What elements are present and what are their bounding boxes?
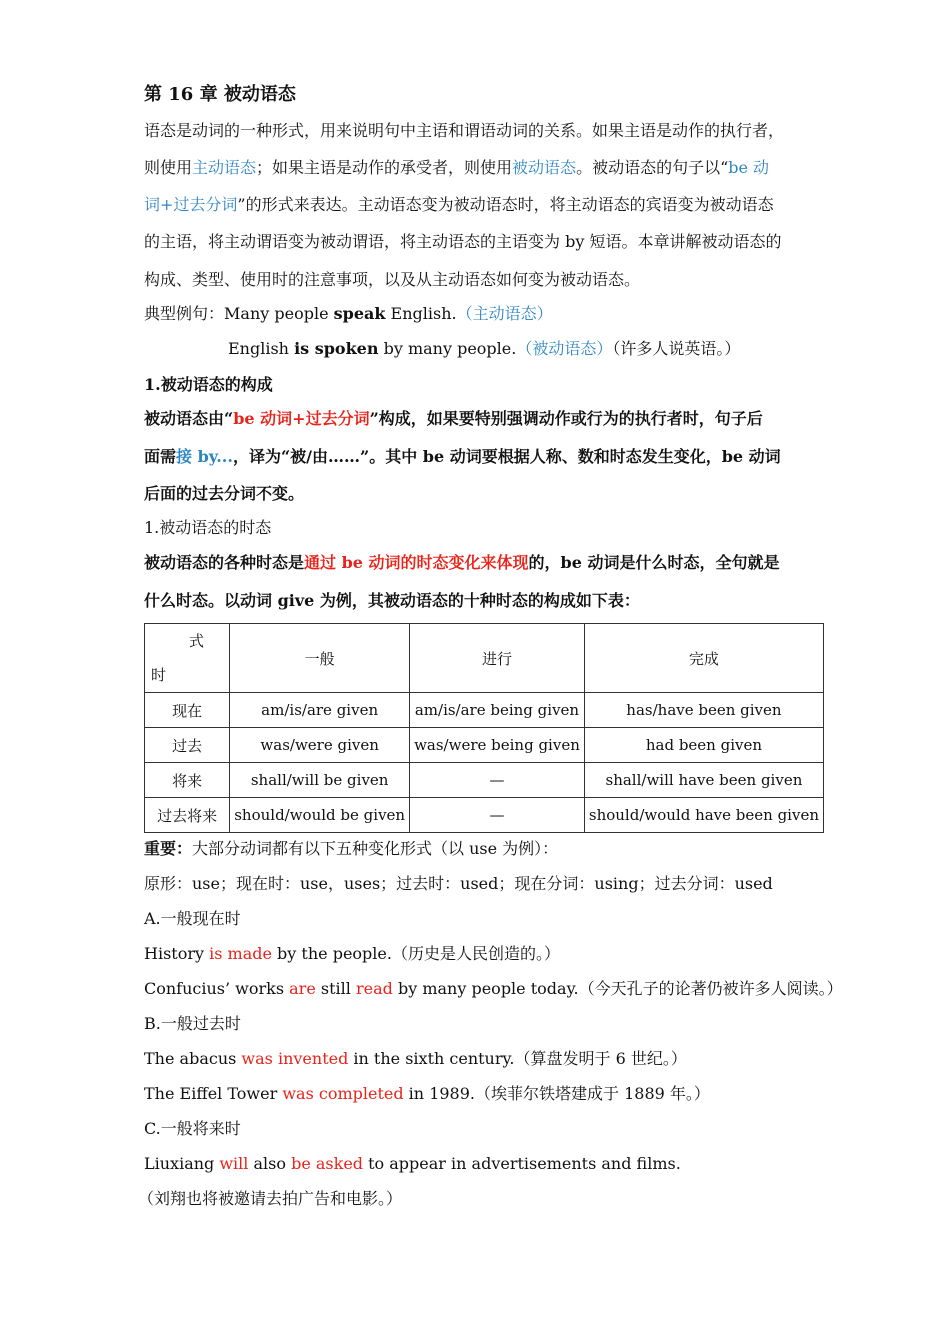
section-b-heading: B.一般过去时	[144, 1014, 241, 1033]
table-row-label: 将来	[145, 763, 230, 798]
passive-verb: read	[355, 979, 393, 998]
table-header-cell: 完成	[584, 624, 823, 693]
intro-text: 则使用	[144, 158, 193, 177]
table-cell: had been given	[584, 728, 823, 763]
chapter-title: 第 16 章 被动语态	[144, 84, 296, 105]
example-translation: （许多人说英语。）	[612, 339, 741, 358]
passive-verb: is made	[209, 944, 272, 963]
example-tag: （主动语态）	[456, 304, 553, 323]
table-cell: am/is/are being given	[410, 693, 585, 728]
table-cell: was/were being given	[410, 728, 585, 763]
intro-text: 语态是动词的一种形式，用来说明句中主语和谓语动词的关系。如果主语是动作的执行者，	[144, 121, 785, 140]
example-text: by many people.	[378, 339, 517, 358]
example-text: The Eiffel Tower	[144, 1084, 283, 1103]
para-text: 面需	[144, 447, 177, 466]
para-text: 的，be 动词是什么时态，全句就是	[528, 553, 780, 572]
formula-term: be 动	[728, 158, 770, 177]
section-1-para-3: 后面的过去分词不变。	[144, 484, 305, 503]
section-1-para-1	[144, 409, 763, 429]
table-cell: should/would have been given	[584, 798, 823, 833]
example-verb: is spoken	[294, 339, 379, 358]
example-tag: （被动语态）	[516, 339, 613, 358]
formula-term: 词+过去分词	[144, 195, 238, 214]
example-translation: （算盘发明于 6 世纪。）	[514, 1049, 687, 1068]
passive-verb: be asked	[291, 1154, 364, 1173]
table-cell: shall/will be given	[230, 763, 410, 798]
example-text: also	[248, 1154, 292, 1173]
example-verb: speak	[333, 304, 386, 323]
important-label: 重要：	[144, 839, 193, 858]
example-text: by many people today.	[392, 979, 579, 998]
table-row-label: 过去	[145, 728, 230, 763]
table-row-label: 过去将来	[145, 798, 230, 833]
para-text: ”构成，如果要特别强调动作或行为的执行者时，句子后	[369, 409, 763, 428]
table-row	[145, 693, 824, 728]
important-line	[144, 839, 558, 859]
para-text: 被动语态的各种时态是	[144, 553, 305, 572]
table-header-cell: 一般	[230, 624, 410, 693]
section-1-para-2	[144, 447, 781, 467]
para-text: ，译为“被/由……”。其中 be 动词要根据人称、数和时态发生变化，be 动词	[232, 447, 781, 466]
example-text: still	[315, 979, 356, 998]
section-c-example-1	[144, 1154, 681, 1174]
example-translation: （历史是人民创造的。）	[391, 944, 560, 963]
section-1-heading: 1.被动语态的构成	[144, 375, 273, 394]
verb-forms-line: 原形：use；现在时：use，uses；过去时：used；现在分词：using；过去分词：used	[144, 874, 773, 893]
table-row	[145, 798, 824, 833]
intro-text: ”的形式来表达。主动语态变为被动语态时，将主动语态的宾语变为被动语态	[237, 195, 774, 214]
passive-verb: will	[219, 1154, 249, 1173]
table-cell: was/were given	[230, 728, 410, 763]
table-row	[145, 763, 824, 798]
passive-verb: are	[289, 979, 316, 998]
table-cell: should/would be given	[230, 798, 410, 833]
table-corner-cell	[145, 624, 230, 693]
example-text: in the sixth century.	[348, 1049, 515, 1068]
section-c-heading: C.一般将来时	[144, 1119, 241, 1138]
example-text: English	[228, 339, 295, 358]
example-text: History	[144, 944, 210, 963]
example-line-2	[228, 339, 740, 359]
example-label: 典型例句：	[144, 304, 225, 323]
table-header-cell: 进行	[410, 624, 585, 693]
section-b-example-1	[144, 1049, 687, 1069]
formula-term: be 动词+过去分词	[233, 409, 370, 428]
table-cell: —	[410, 763, 585, 798]
section-a-example-1	[144, 944, 560, 964]
table-header-row	[145, 624, 824, 693]
active-voice-term: 主动语态	[192, 158, 257, 177]
table-cell: has/have been given	[584, 693, 823, 728]
corner-label-tense: 时	[151, 666, 167, 684]
intro-text: 。被动语态的句子以“	[576, 158, 729, 177]
table-row-label: 现在	[145, 693, 230, 728]
section-2-para-2: 什么时态。以动词 give 为例，其被动语态的十种时态的构成如下表：	[144, 591, 640, 610]
highlight-term: 通过 be 动词的时态变化来体现	[304, 553, 529, 572]
example-text: by the people.	[271, 944, 392, 963]
intro-line-1	[144, 121, 784, 141]
example-text: to appear in advertisements and films.	[363, 1154, 681, 1173]
table-cell: —	[410, 798, 585, 833]
intro-line-2	[144, 158, 769, 178]
example-line-1	[144, 304, 553, 324]
section-c-translation: （刘翔也将被邀请去拍广告和电影。）	[138, 1189, 403, 1208]
important-text: 大部分动词都有以下五种变化形式（以 use 为例）：	[192, 839, 559, 858]
intro-text: ；如果主语是动作的承受者，则使用	[256, 158, 513, 177]
example-text: Many people	[224, 304, 334, 323]
section-a-example-2	[144, 979, 843, 999]
example-text: Liuxiang	[144, 1154, 220, 1173]
intro-line-3	[144, 195, 774, 215]
section-2-heading: 1.被动语态的时态	[144, 518, 272, 537]
example-text: The abacus	[144, 1049, 242, 1068]
by-term: 接 by...	[176, 447, 233, 466]
example-translation: （今天孔子的论著仍被许多人阅读。）	[578, 979, 843, 998]
example-translation: （埃菲尔铁塔建成于 1889 年。）	[475, 1084, 710, 1103]
table-row	[145, 728, 824, 763]
passive-voice-term: 被动语态	[512, 158, 577, 177]
corner-label-form: 式	[189, 632, 205, 650]
table-cell: shall/will have been given	[584, 763, 823, 798]
example-text: Confucius’ works	[144, 979, 290, 998]
tense-table	[144, 623, 824, 833]
passive-verb: was completed	[282, 1084, 404, 1103]
section-2-para-1	[144, 553, 779, 573]
section-a-heading: A.一般现在时	[144, 909, 241, 928]
section-b-example-2	[144, 1084, 710, 1104]
example-text: English.	[385, 304, 457, 323]
passive-verb: was invented	[241, 1049, 349, 1068]
table-cell: am/is/are given	[230, 693, 410, 728]
intro-line-5: 构成、类型、使用时的注意事项，以及从主动语态如何变为被动语态。	[144, 270, 641, 289]
example-text: in 1989.	[403, 1084, 475, 1103]
intro-line-4: 的主语，将主动谓语变为被动谓语，将主动语态的主语变为 by 短语。本章讲解被动语态的	[144, 232, 782, 251]
para-text: 被动语态由“	[144, 409, 234, 428]
